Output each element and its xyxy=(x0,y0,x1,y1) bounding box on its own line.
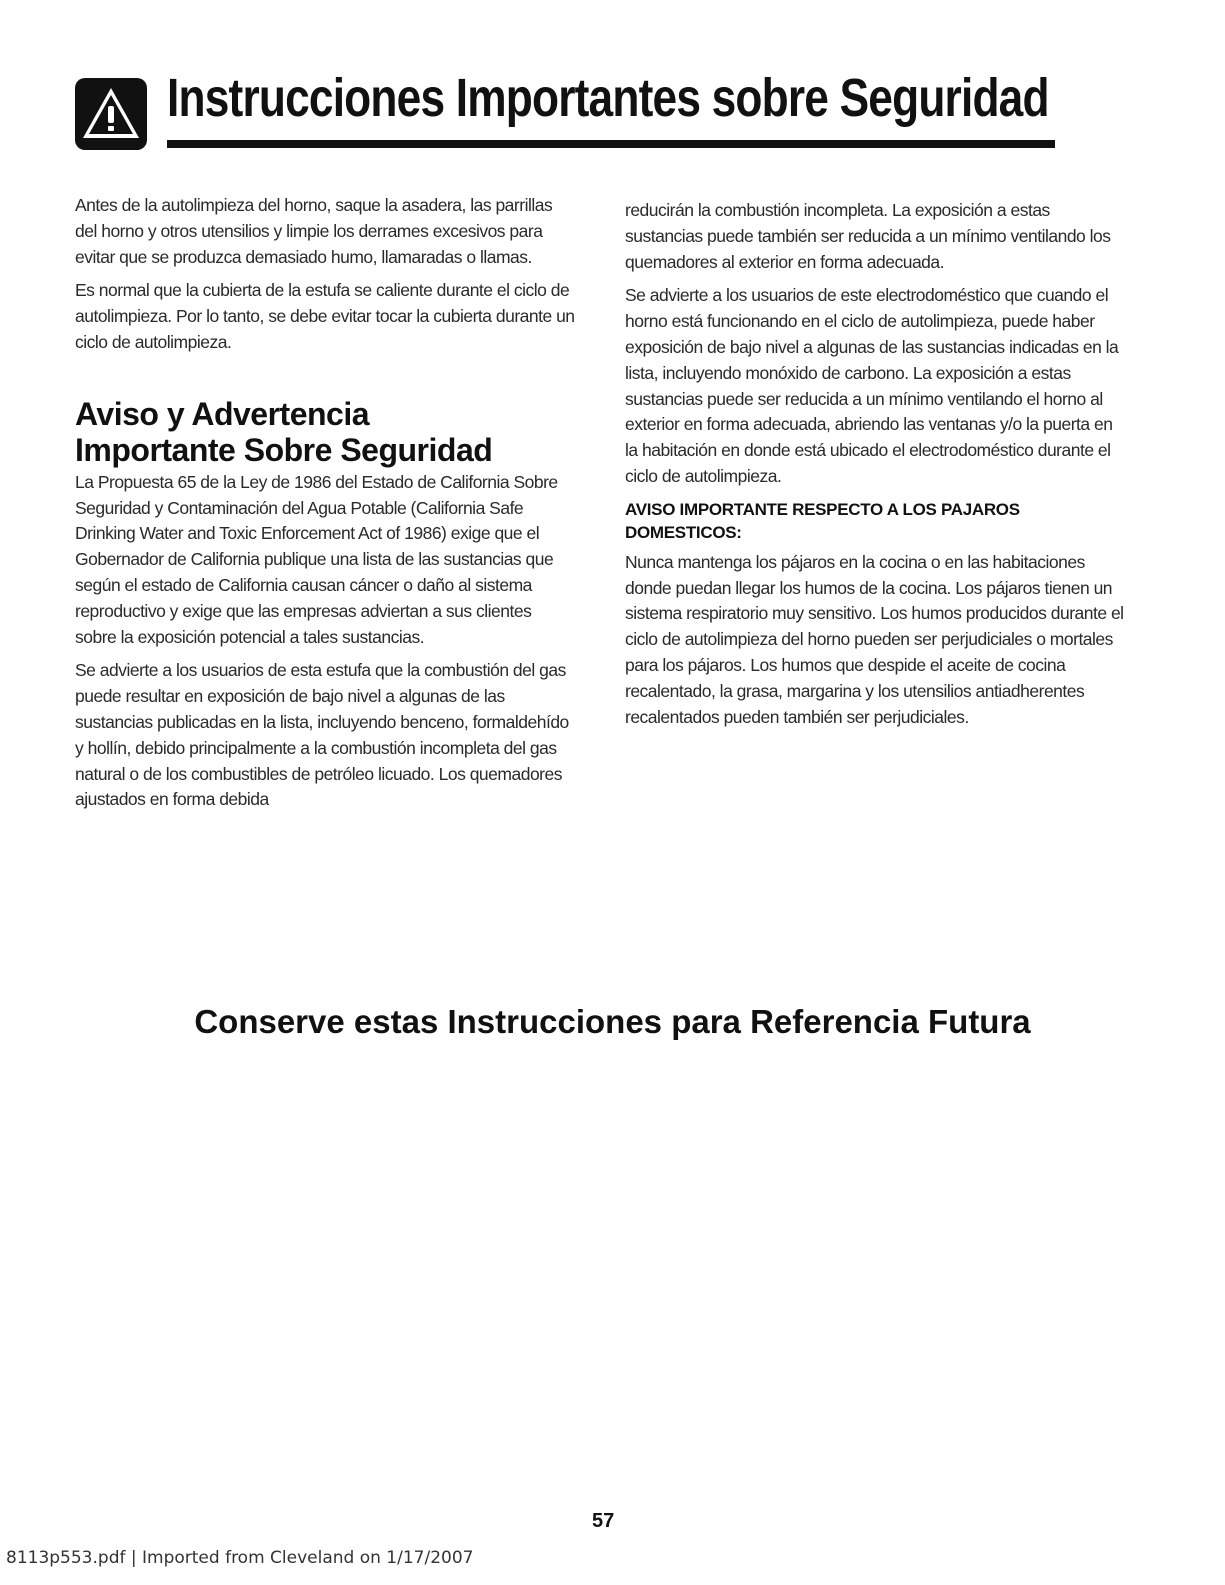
paragraph: Se advierte a los usuarios de esta estufa que la combustión del gas puede resultar en exposición de bajo nivel a algunas de las sustancias publicadas en la lista, incluyendo benceno, formaldehído y hollín, debido principalmente a la combustión incompleta del gas natural o de los combustibles de petróleo licuado. Los quemadores ajustados en forma debida xyxy=(75,660,569,810)
sub-heading: AVISO IMPORTANTE RESPECTO A LOS PAJAROS DOMESTICOS: xyxy=(625,499,1020,542)
paragraph: Se advierte a los usuarios de este electrodoméstico que cuando el horno está funcionando en el ciclo de autolimpieza, puede haber exposición de bajo nivel a algunas de las sustancias indicadas en la lista, incluyendo monóxido de carbono. La exposición a estas sustancias puede ser reducida a un mínimo ventilando el horno al exterior en forma adecuada, abriendo las ventanas y/o la puerta en la habitación en donde está ubicado el electrodoméstico durante el ciclo de autolimpieza. xyxy=(625,285,1119,486)
warning-triangle-icon xyxy=(75,78,147,150)
page-header xyxy=(75,62,1055,150)
keep-instructions-callout: Conserve estas Instrucciones para Referencia Futura xyxy=(194,1003,1031,1040)
paragraph: La Propuesta 65 de la Ley de 1986 del Estado de California Sobre Seguridad y Contaminación del Agua Potable (California Safe Drinking Water and Toxic Enforcement Act of 1986) exige que el Gobernador de California publique una lista de las sustancias que según el estado de California causan cáncer o daño al sistema reproductivo y exige que las empresas adviertan a sus clientes sobre la exposición potencial a tales sustancias. xyxy=(75,471,558,647)
section-heading-line: Aviso y Advertencia xyxy=(75,395,370,432)
paragraph: Antes de la autolimpieza del horno, saque la asadera, las parrillas del horno y otros utensilios y limpie los derrames excesivos para evitar que se produzca demasiado humo, llamaradas o llamas. xyxy=(75,195,553,267)
file-imprint: 8113p553.pdf | Imported from Cleveland on 1/17/2007 xyxy=(6,1548,474,1568)
page-title: Instrucciones Importantes sobre Seguridad xyxy=(167,68,1049,128)
page-number: 57 xyxy=(592,1510,615,1532)
left-column xyxy=(75,193,575,821)
section-heading-line: Importante Sobre Seguridad xyxy=(75,431,493,468)
paragraph: reducirán la combustión incompleta. La exposición a estas sustancias puede también ser reducida a un mínimo ventilando los quemadores al exterior en forma adecuada. xyxy=(625,200,1111,272)
title-underline xyxy=(167,140,1055,148)
right-column xyxy=(625,198,1125,738)
paragraph: Nunca mantenga los pájaros en la cocina o en las habitaciones donde puedan llegar los humos de la cocina. Los pájaros tienen un sistema respiratorio muy sensitivo. Los humos producidos durante el ciclo de autolimpieza del horno pueden ser perjudiciales o mortales para los pájaros. Los humos que despide el aceite de cocina recalentado, la grasa, margarina y los utensilios antiadherentes recalentados pueden también ser perjudiciales. xyxy=(625,551,1124,727)
paragraph: Es normal que la cubierta de la estufa se caliente durante el ciclo de autolimpieza. Por lo tanto, se debe evitar tocar la cubierta durante un ciclo de autolimpieza. xyxy=(75,280,575,352)
section-heading xyxy=(75,396,575,468)
